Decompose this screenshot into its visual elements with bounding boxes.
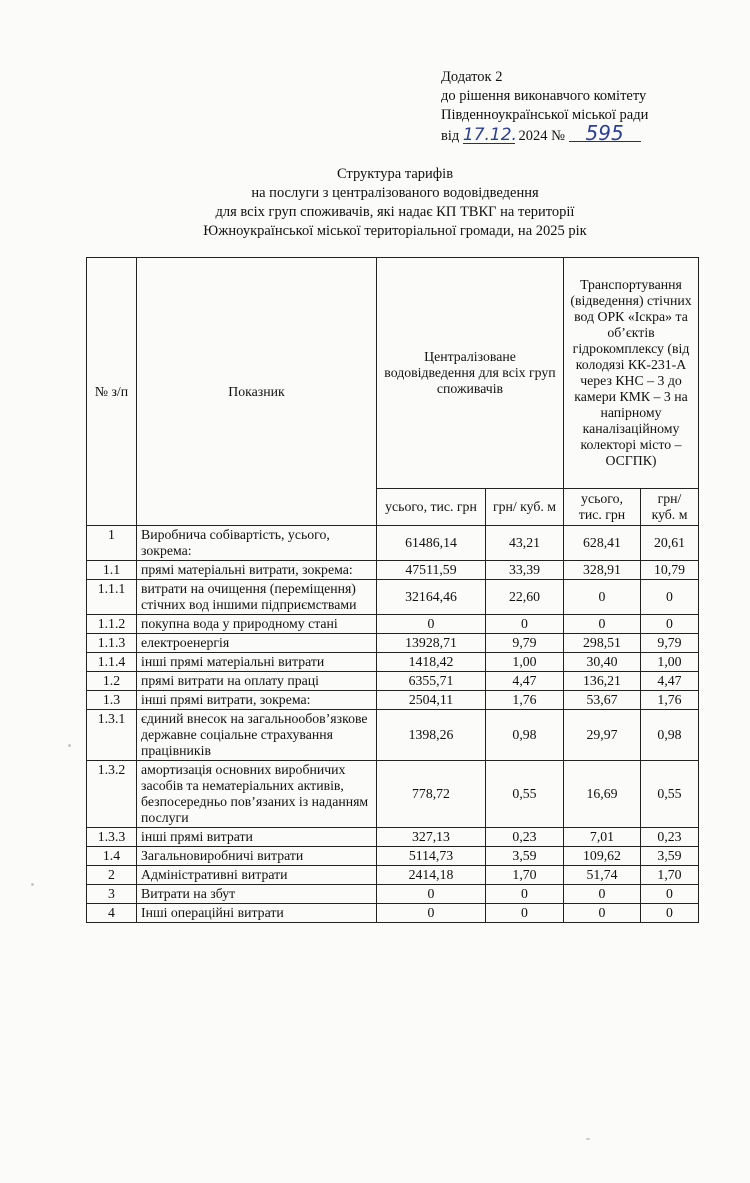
cell-value: 0: [377, 615, 486, 634]
cell-value: 3,59: [641, 847, 699, 866]
cell-value: 0: [377, 885, 486, 904]
row-number: 1.1.1: [87, 580, 137, 615]
cell-value: 327,13: [377, 828, 486, 847]
title-line: Структура тарифів: [336, 166, 454, 182]
handwritten-number: 595: [569, 125, 641, 142]
cell-value: 0,98: [641, 710, 699, 761]
cell-value: 0,55: [641, 761, 699, 828]
row-indicator: електроенергія: [137, 634, 377, 653]
header-transportation: Транспортування (відведення) стічних вод ОРК «Іскра» та об’єктів гідрокомплексу (від колодязі КК-231-А через КНС – 3 до камери КМК – 3 на напірному каналізаційному колекторі місто – ОСГПК): [564, 258, 699, 489]
cell-value: 1,70: [641, 866, 699, 885]
document-title: [90, 165, 700, 241]
table-row: [87, 710, 699, 761]
row-indicator: інші прямі матеріальні витрати: [137, 653, 377, 672]
cell-value: 53,67: [564, 691, 641, 710]
row-indicator: Інші операційні витрати: [137, 904, 377, 923]
addendum-line: Додаток 2: [441, 69, 503, 85]
header-centralized-drainage: Централізоване водовідведення для всіх груп споживачів: [377, 258, 564, 489]
table-row: [87, 904, 699, 923]
cell-value: 109,62: [564, 847, 641, 866]
header-number: № з/п: [87, 258, 137, 526]
cell-value: 0: [641, 885, 699, 904]
cell-value: 47511,59: [377, 561, 486, 580]
row-number: 1.4: [87, 847, 137, 866]
date-prefix: від: [441, 128, 460, 144]
row-indicator: Загальновиробничі витрати: [137, 847, 377, 866]
table-row: [87, 672, 699, 691]
cell-value: 16,69: [564, 761, 641, 828]
table-row: [87, 761, 699, 828]
table-row: [87, 691, 699, 710]
table-row: [87, 828, 699, 847]
cell-value: 136,21: [564, 672, 641, 691]
cell-value: 0: [377, 904, 486, 923]
tariff-structure-table: [86, 257, 699, 923]
row-indicator: прямі витрати на оплату праці: [137, 672, 377, 691]
cell-value: 32164,46: [377, 580, 486, 615]
table-row: [87, 580, 699, 615]
row-number: 1.3.1: [87, 710, 137, 761]
row-number: 1: [87, 526, 137, 561]
cell-value: 0,55: [486, 761, 564, 828]
subheader-per-unit: грн/ куб. м: [486, 489, 564, 526]
title-line: для всіх груп споживачів, які надає КП ТВКГ на території: [215, 204, 575, 220]
addendum-line: до рішення виконавчого комітету: [441, 88, 647, 104]
handwritten-date: 17.12.: [462, 125, 517, 145]
cell-value: 30,40: [564, 653, 641, 672]
cell-value: 0: [486, 904, 564, 923]
addendum-line: Південноукраїнської міської ради: [441, 107, 649, 123]
cell-value: 1398,26: [377, 710, 486, 761]
cell-value: 1,70: [486, 866, 564, 885]
row-indicator: витрати на очищення (переміщення) стічних вод іншими підприємствами: [137, 580, 377, 615]
row-number: 1.3: [87, 691, 137, 710]
cell-value: 0: [641, 580, 699, 615]
row-indicator: інші прямі витрати, зокрема:: [137, 691, 377, 710]
cell-value: 1,76: [641, 691, 699, 710]
row-number: 1.1.3: [87, 634, 137, 653]
cell-value: 22,60: [486, 580, 564, 615]
cell-value: 0: [641, 904, 699, 923]
scan-speck: [68, 744, 71, 747]
row-number: 1.1.2: [87, 615, 137, 634]
row-number: 2: [87, 866, 137, 885]
cell-value: 1418,42: [377, 653, 486, 672]
cell-value: 51,74: [564, 866, 641, 885]
cell-value: 0: [564, 615, 641, 634]
table-row: [87, 561, 699, 580]
cell-value: 0: [564, 580, 641, 615]
cell-value: 43,21: [486, 526, 564, 561]
cell-value: 628,41: [564, 526, 641, 561]
cell-value: 20,61: [641, 526, 699, 561]
cell-value: 0,23: [486, 828, 564, 847]
header-indicator: Показник: [137, 258, 377, 526]
table-row: [87, 866, 699, 885]
year-text: 2024 №: [518, 128, 565, 144]
cell-value: 0: [564, 885, 641, 904]
row-number: 1.2: [87, 672, 137, 691]
cell-value: 4,47: [486, 672, 564, 691]
cell-value: 1,76: [486, 691, 564, 710]
table-row: [87, 653, 699, 672]
title-line: на послуги з централізованого водовідведення: [251, 185, 539, 201]
scan-speck: [586, 1138, 590, 1140]
cell-value: 2414,18: [377, 866, 486, 885]
subheader-total: усього, тис. грн: [564, 489, 641, 526]
row-number: 1.3.2: [87, 761, 137, 828]
cell-value: 328,91: [564, 561, 641, 580]
row-indicator: інші прямі витрати: [137, 828, 377, 847]
row-number: 1.3.3: [87, 828, 137, 847]
cell-value: 9,79: [486, 634, 564, 653]
row-number: 1.1: [87, 561, 137, 580]
row-indicator: єдиний внесок на загальнообов’язкове державне соціальне страхування працівників: [137, 710, 377, 761]
cell-value: 7,01: [564, 828, 641, 847]
cell-value: 13928,71: [377, 634, 486, 653]
row-indicator: покупна вода у природному стані: [137, 615, 377, 634]
subheader-total: усього, тис. грн: [377, 489, 486, 526]
row-number: 1.1.4: [87, 653, 137, 672]
cell-value: 61486,14: [377, 526, 486, 561]
subheader-per-unit: грн/ куб. м: [641, 489, 699, 526]
cell-value: 29,97: [564, 710, 641, 761]
addendum-block: [441, 68, 648, 146]
scan-speck: [31, 883, 34, 886]
cell-value: 0: [486, 885, 564, 904]
row-indicator: прямі матеріальні витрати, зокрема:: [137, 561, 377, 580]
cell-value: 33,39: [486, 561, 564, 580]
row-indicator: амортизація основних виробничих засобів та нематеріальних активів, безпосередньо пов’язаних із наданням послуги: [137, 761, 377, 828]
table-row: [87, 526, 699, 561]
cell-value: 0,23: [641, 828, 699, 847]
cell-value: 6355,71: [377, 672, 486, 691]
table-row: [87, 615, 699, 634]
cell-value: 9,79: [641, 634, 699, 653]
cell-value: 3,59: [486, 847, 564, 866]
cell-value: 1,00: [641, 653, 699, 672]
cell-value: 0: [641, 615, 699, 634]
cell-value: 0: [564, 904, 641, 923]
row-indicator: Витрати на збут: [137, 885, 377, 904]
table-row: [87, 885, 699, 904]
cell-value: 0: [486, 615, 564, 634]
table-row: [87, 847, 699, 866]
table-row: [87, 634, 699, 653]
row-number: 3: [87, 885, 137, 904]
cell-value: 0,98: [486, 710, 564, 761]
cell-value: 5114,73: [377, 847, 486, 866]
cell-value: 298,51: [564, 634, 641, 653]
decision-date-line: [441, 121, 648, 146]
row-indicator: Виробнича собівартість, усього, зокрема:: [137, 526, 377, 561]
cell-value: 10,79: [641, 561, 699, 580]
table-header-row: [87, 258, 699, 489]
row-indicator: Адміністративні витрати: [137, 866, 377, 885]
cell-value: 1,00: [486, 653, 564, 672]
cell-value: 778,72: [377, 761, 486, 828]
cell-value: 2504,11: [377, 691, 486, 710]
cell-value: 4,47: [641, 672, 699, 691]
row-number: 4: [87, 904, 137, 923]
title-line: Южноукраїнської міської територіальної громади, на 2025 рік: [203, 223, 587, 239]
